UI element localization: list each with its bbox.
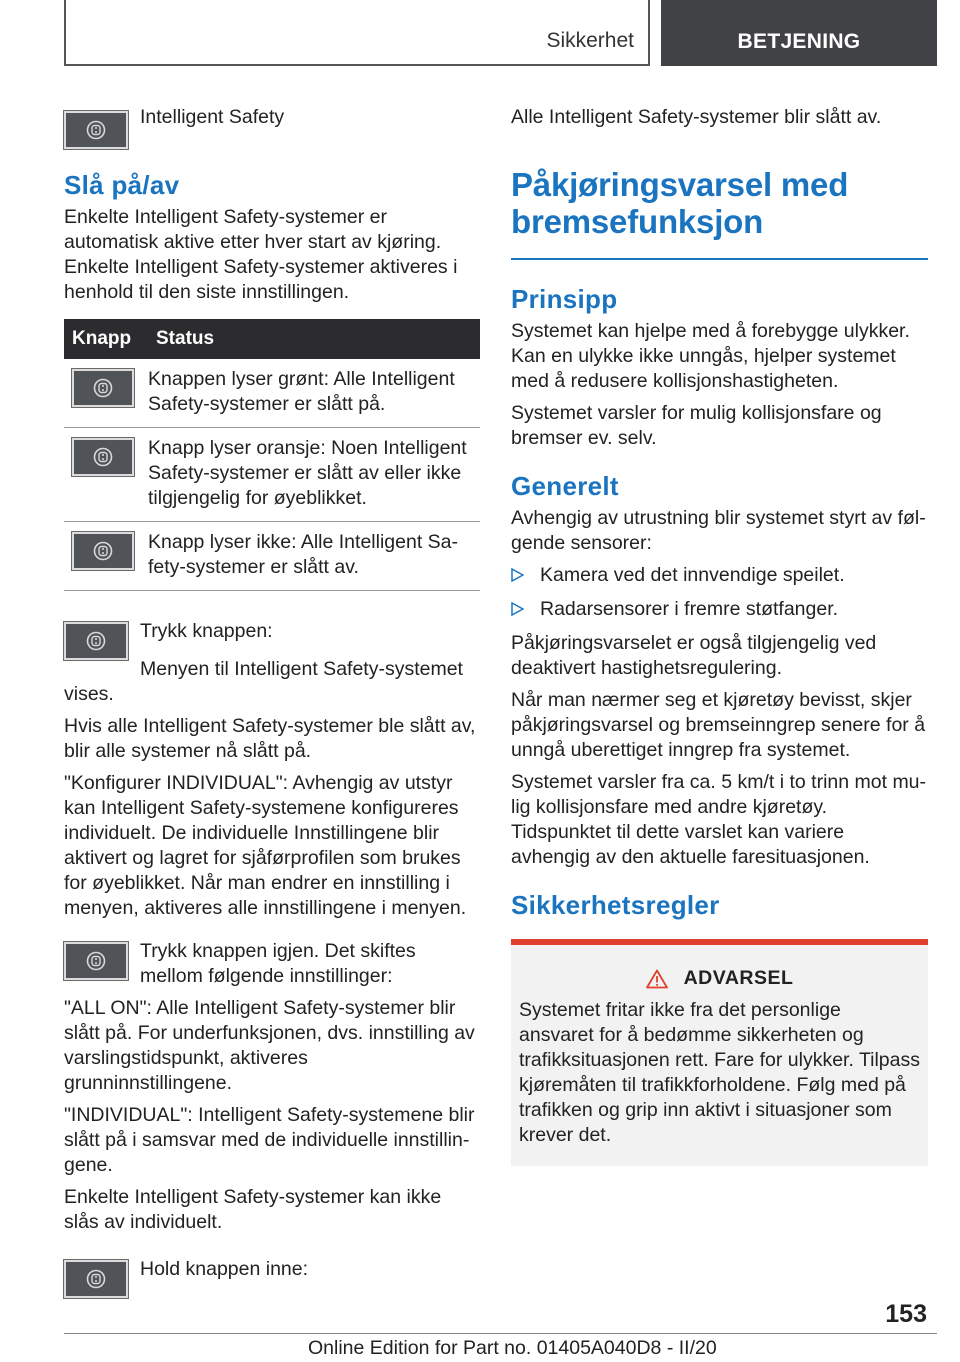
intelligent-safety-button-icon xyxy=(72,532,134,570)
title-rule xyxy=(511,258,928,260)
table-cell-status: Knappen lyser grønt: Alle Intelligent Safety-systemer er slått på. xyxy=(148,359,480,428)
para-configure: "Konfigurer INDIVIDUAL": Avhengig av utstyr kan Intelligent Safety-systemene konfigureres individuelt. De individuelle Innstillingene blir aktivert og lagret for sjåførprofilen som brukes for øyeblikket. Når man endrer en innstilling i menyen, aktiveres alle innstillingene i menyen. xyxy=(64,772,467,919)
para-principle-1: Systemet kan hjelpe med å forebygge ulykker. Kan en ulykke ikke unngås, hjelper systemet med å redusere kollisjonshastigheten. xyxy=(511,320,910,392)
para-principle-2: Systemet varsler for mulig kollisjonsfare og bremser ev. selv. xyxy=(511,402,882,449)
header-chapter: BETJENING xyxy=(661,0,937,66)
warning-text: Systemet fritar ikke fra det personlige ansvaret for å bedømme sikkerheten og trafikksituasjonen rett. Fare for ulykker. Tilpass kjøremåten til trafikkforholdene. Følg med på trafikken og grip inn aktivt i situasjoner som krever det. xyxy=(519,999,920,1146)
para-general-4: Systemet varsler fra ca. 5 km/t i to trinn mot mulig kollisjonsfare med andre kjøretøy. Tidspunktet til dette varslet kan variere avhengig av den aktuelle faresituasjonen. xyxy=(511,771,927,868)
list-item xyxy=(511,563,928,588)
header-section: Sikkerhet xyxy=(546,29,634,52)
page-number: 153 xyxy=(885,1300,927,1328)
intelligent-safety-button-icon xyxy=(64,622,128,660)
bullet-triangle-icon xyxy=(511,568,524,582)
intelligent-safety-button-icon xyxy=(64,942,128,980)
warning-box xyxy=(511,939,928,1166)
press-button-row xyxy=(64,619,480,663)
table-row xyxy=(64,359,480,428)
list-item-text: Kamera ved det innvendige speilet. xyxy=(540,564,845,586)
list-item xyxy=(511,597,928,622)
para-all-off: Hvis alle Intelligent Safety-systemer ble slått av, blir alle systemer nå slått på. xyxy=(64,715,476,762)
intelligent-safety-button-icon xyxy=(72,369,134,407)
table-header-button: Knapp xyxy=(64,319,148,359)
para-hold: Hold knappen inne: xyxy=(140,1258,309,1280)
para-menu-shown: Menyen til Intelligent Safety-systemet vises. xyxy=(64,658,463,705)
heading-general: Generelt xyxy=(511,471,619,501)
status-table xyxy=(64,319,480,591)
right-column xyxy=(511,100,928,1166)
intro-icon-row xyxy=(64,100,480,144)
footer-rule xyxy=(64,1333,937,1334)
para-individual: "INDIVIDUAL": Intelligent Safety-systemene blir slått på i samsvar med de individuelle innstillingene. xyxy=(64,1104,475,1176)
warning-triangle-icon xyxy=(646,969,668,989)
para-automatic: Enkelte Intelligent Safety-systemer er automatisk aktive etter hver start av kjøring. Enkelte Intelligent Safety-systemer aktiveres i henhold til den siste innstillingen. xyxy=(64,206,458,303)
intelligent-safety-button-icon xyxy=(64,1260,128,1298)
para-general-3: Når man nærmer seg et kjøretøy bevisst, skjer påkjøringsvarsel og bremseinngrep senere for å unngå uberettiget inngrep fra systemet. xyxy=(511,689,926,761)
table-header-status: Status xyxy=(148,319,480,359)
section-title: Påkjøringsvarsel med bremsefunksjon xyxy=(511,166,849,240)
press-again-row xyxy=(64,939,480,989)
left-column xyxy=(64,100,480,1301)
intelligent-safety-button-icon xyxy=(72,438,134,476)
para-all-off-result: Alle Intelligent Safety-systemer blir slått av. xyxy=(511,106,882,128)
para-general-2: Påkjøringsvarselet er også tilgjengelig ved deaktivert hastighetsregulering. xyxy=(511,632,877,679)
table-cell-status: Knapp lyser oransje: Noen Intelligent Safety-systemer er slått av eller ikke tilgjengelig for øyeblikket. xyxy=(148,428,480,522)
para-press: Trykk knappen: xyxy=(140,620,273,642)
heading-safety-rules: Sikkerhetsregler xyxy=(511,890,720,920)
heading-on-off: Slå på/av xyxy=(64,170,180,200)
table-header-row xyxy=(64,319,480,359)
table-row xyxy=(64,522,480,591)
para-press-again: Trykk knappen igjen. Det skiftes mellom følgende innstillinger: xyxy=(140,940,416,987)
header-frame xyxy=(64,0,650,66)
table-row xyxy=(64,428,480,522)
para-all-on: "ALL ON": Alle Intelligent Safety-systemer blir slått på. For underfunksjonen, dvs. innstilling av varslingstidspunkt, aktiveres grunninnstillingene. xyxy=(64,997,475,1094)
heading-principle: Prinsipp xyxy=(511,284,618,314)
intelligent-safety-button-icon xyxy=(64,111,128,149)
warning-title: ADVARSEL xyxy=(683,967,794,989)
warning-header xyxy=(519,967,920,990)
list-item-text: Radarsensorer i fremre støtfanger. xyxy=(540,598,839,620)
footer-edition: Online Edition for Part no. 01405A040D8 - II/20 xyxy=(308,1337,717,1359)
table-cell-status: Knapp lyser ikke: Alle Intelligent Safety-systemer er slått av. xyxy=(148,522,480,591)
intro-label: Intelligent Safety xyxy=(140,106,285,128)
bullet-triangle-icon xyxy=(511,602,524,616)
sensor-list xyxy=(511,563,928,622)
para-not-individually: Enkelte Intelligent Safety-systemer kan ikke slås av individuelt. xyxy=(64,1186,442,1233)
hold-button-row xyxy=(64,1257,480,1301)
para-general-1: Avhengig av utrustning blir systemet styrt av følgende sensorer: xyxy=(511,507,926,554)
